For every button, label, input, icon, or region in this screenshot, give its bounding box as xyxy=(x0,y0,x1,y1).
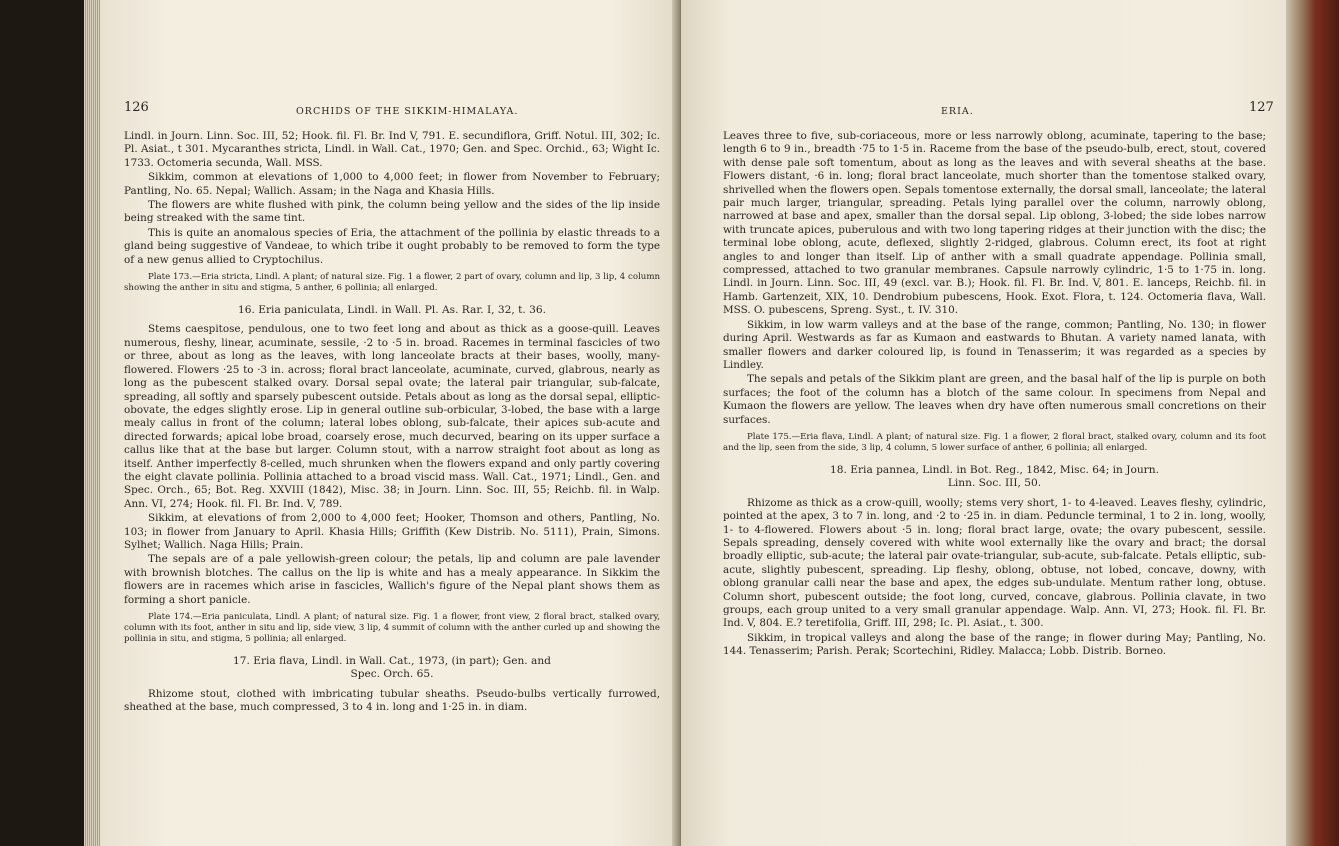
paragraph: Stems caespitose, pendulous, one to two feet long and about as thick as a goose-quill. Leaves numerous, fleshy, linear, acuminate, sessile, ·2 to ·5 in. broad. Racemes in terminal fascicles of two or three, about as long as the leaves, with long lanceolate bracts at their bases, woolly, many-flowered. Flowers ·25 to ·3 in. across; floral bract lanceolate, acuminate, curved, glabrous, nearly as long as the pubescent stalked ovary. Dorsal sepal ovate; the lateral pair triangular, sub-falcate, spreading, all softly and sparsely pubescent outside. Petals about as long as the dorsal sepal, elliptic-obovate, the edges slightly erose. Lip in general outline sub-orbicular, 3-lobed, the base with a large mealy callus in front of the column; lateral lobes oblong, sub-falcate, their apices sub-acute and directed forwards; apical lobe broad, coarsely erose, much decurved, bearing on its upper surface a callus like that at the base but larger. Column stout, with a narrow straight foot about as long as itself. Anther imperfectly 8-celled, much shrunken when the flowers expand and only partly covering the eight clavate pollinia. Pollinia attached to a broad viscid mass. Wall. Cat., 1971; Lindl., Gen. and Spec. Orch., 65; Bot. Reg. XXVIII (1842), Misc. 38; in Journ. Linn. Soc. III, 55; Reichb. fil. in Walp. Ann. VI, 274; Hook. fil. Fl. Br. Ind. V, 789. xyxy=(124,323,660,510)
plate-caption: Plate 175.—Eria flava, Lindl. A plant; of natural size. Fig. 1 a flower, 2 floral bract, stalked ovary, column and its foot and the lip, seen from the side, 3 lip, 4 column, 5 lower surface of anther, 6 pollinia; all enlarged. xyxy=(723,431,1266,453)
left-page-edges xyxy=(84,0,100,846)
right-text-column xyxy=(723,130,1266,660)
species-heading: 18. Eria pannea, Lindl. in Bot. Reg., 1842, Misc. 64; in Journ. xyxy=(830,463,1159,476)
left-text-column xyxy=(124,130,660,716)
running-head-left: ORCHIDS OF THE SIKKIM-HIMALAYA. xyxy=(296,106,519,117)
species-heading: 16. Eria paniculata, Lindl. in Wall. Pl. As. Rar. I, 32, t. 36. xyxy=(238,304,546,317)
paragraph: Sikkim, common at elevations of 1,000 to 4,000 feet; in flower from November to February; Pantling, No. 65. Nepal; Wallich. Assam; in the Naga and Khasia Hills. xyxy=(124,171,660,197)
right-page-edges-and-cover xyxy=(1286,0,1339,846)
paragraph: Rhizome stout, clothed with imbricating tubular sheaths. Pseudo-bulbs vertically furrowed, sheathed at the base, much compressed, 3 to 4 in. long and 1·25 in. in diam. xyxy=(124,687,660,714)
page-number-right: 127 xyxy=(1249,100,1274,115)
paragraph: The sepals and petals of the Sikkim plant are green, and the basal half of the lip is purple on both surfaces; the foot of the column has a blotch of the same colour. In specimens from Nepal and Kumaon the flowers are yellow. The leaves when dry have often numerous small concretions on their surfaces. xyxy=(723,373,1266,426)
paragraph: The sepals are of a pale yellowish-green colour; the petals, lip and column are pale lavender with brownish blotches. The callus on the lip is white and has a mealy appearance. In Sikkim the flowers are in racemes which arise in fascicles, Wallich's figure of the Nepal plant shows them as forming a short panicle. xyxy=(124,553,660,606)
paragraph: Rhizome as thick as a crow-quill, woolly; stems very short, 1- to 4-leaved. Leaves fleshy, cylindric, pointed at the apex, 3 to 7 in. long, and ·2 to ·25 in. in diam. Peduncle terminal, 1 to 2 in. long, woolly, 1- to 4-flowered. Flowers about ·5 in. long; floral bract large, ovate; the ovary pubescent, sessile. Sepals spreading, densely covered with white wool externally like the ovary and bract; the dorsal broadly elliptic, sub-acute; the lateral pair ovate-triangular, sub-acute, sub-falcate. Petals elliptic, sub-acute, slightly pubescent, spreading. Lip fleshy, oblong, obtuse, not lobed, concave, downy, with oblong granular calli near the base and apex, the edges sub-undulate. Mentum rather long, obtuse. Column short, pubescent outside; the foot long, curved, concave, glabrous. Pollinia clavate, in two groups, each group united to a very small granular appendage. Walp. Ann. VI, 273; Hook. fil. Fl. Br. Ind. V, 804. E.? teretifolia, Griff. III, 298; Ic. Pl. Asiat., t. 300. xyxy=(723,496,1266,630)
species-heading-cont: Spec. Orch. 65. xyxy=(350,668,434,681)
running-head-right: ERIA. xyxy=(941,106,974,117)
paragraph: Sikkim, in tropical valleys and along the base of the range; in flower during May; Pantling, No. 144. Tenasserim; Parish. Perak; Scortechini, Ridley. Malacca; Lobb. Distrib. Borneo. xyxy=(723,631,1266,658)
paragraph: Lindl. in Journ. Linn. Soc. III, 52; Hook. fil. Fl. Br. Ind V, 791. E. secundiflora, Griff. Notul. III, 302; Ic. Pl. Asiat., t 301. Mycaranthes stricta, Lindl. in Wall. Cat., 1970; Gen. and Spec. Orchid., 63; Wight Ic. 1733. Octomeria secunda, Wall. MSS. xyxy=(124,130,660,169)
right-page xyxy=(681,0,1286,846)
left-page xyxy=(100,0,680,846)
plate-caption: Plate 174.—Eria paniculata, Lindl. A plant; of natural size. Fig. 1 a flower, front view, 2 floral bract, stalked ovary, column with its foot, anther in situ and lip, side view, 3 lip, 4 summit of column with the anther curled up and showing the pollinia in situ, and stigma, 5 pollinia; all enlarged. xyxy=(124,612,660,644)
species-heading-cont: Linn. Soc. III, 50. xyxy=(947,477,1042,490)
page-number-left: 126 xyxy=(124,100,149,115)
paragraph: This is quite an anomalous species of Eria, the attachment of the pollinia by elastic threads to a gland being suggestive of Vandeae, to which tribe it ought probably to be removed to form the type of a new genus allied to Cryptochilus. xyxy=(124,226,660,266)
paragraph: Sikkim, in low warm valleys and at the base of the range, common; Pantling, No. 130; in flower during April. Westwards as far as Kumaon and eastwards to Bhutan. A variety named lanata, with smaller flowers and darker coloured lip, is found in Tenasserim; it was regarded as a species by Lindley. xyxy=(723,318,1266,371)
paragraph: Sikkim, at elevations of from 2,000 to 4,000 feet; Hooker, Thomson and others, Pantling, No. 103; in flower from January to April. Khasia Hills; Griffith (Kew Distrib. No. 5111), Prain, Simons. Sylhet; Wallich. Naga Hills; Prain. xyxy=(124,512,660,551)
paragraph: Leaves three to five, sub-coriaceous, more or less narrowly oblong, acuminate, tapering to the base; length 6 to 9 in., breadth ·75 to 1·5 in. Raceme from the base of the pseudo-bulb, erect, stout, covered with dense pale soft tomentum, about as long as the leaves and with several sheaths at the base. Flowers distant, ·6 in. long; floral bract lanceolate, much shorter than the tomentose stalked ovary, shrivelled when the flowers open. Sepals tomentose externally, the dorsal small, lanceolate; the lateral pair much larger, triangular, spreading. Petals lying parallel over the column, narrowly oblong, narrowed at base and apex, smaller than the dorsal sepal. Lip oblong, 3-lobed; the side lobes narrow with truncate apices, puberulous and with two long tapering ridges at their junction with the disc; the terminal lobe oblong, acute, deflexed, slightly 2-ridged, glabrous. Column erect, its foot at right angles to and longer than itself. Lip of anther with a small quadrate appendage. Pollinia small, compressed, attached to two granular membranes. Capsule narrowly cylindric, 1·5 to 1·75 in. long. Lindl. in Journ. Linn. Soc. III, 49 (excl. var. B.); Hook. fil. Fl. Br. Ind. V, 801. E. lanceps, Reichb. fil. in Hamb. Gartenzeit, XIX, 10. Dendrobium pubescens, Hook. Exot. Flora, t. 124. Octomeria flava, Wall. MSS. O. pubescens, Spreng. Syst., t. IV. 310. xyxy=(723,130,1266,317)
paragraph: The flowers are white flushed with pink, the column being yellow and the sides of the lip inside being streaked with the same tint. xyxy=(124,199,660,225)
plate-caption: Plate 173.—Eria stricta, Lindl. A plant; of natural size. Fig. 1 a flower, 2 part of ovary, column and lip, 3 lip, 4 column showing the anther in situ and stigma, 5 anther, 6 pollinia; all enlarged. xyxy=(124,272,660,294)
species-heading: 17. Eria flava, Lindl. in Wall. Cat., 1973, (in part); Gen. and xyxy=(233,655,551,667)
